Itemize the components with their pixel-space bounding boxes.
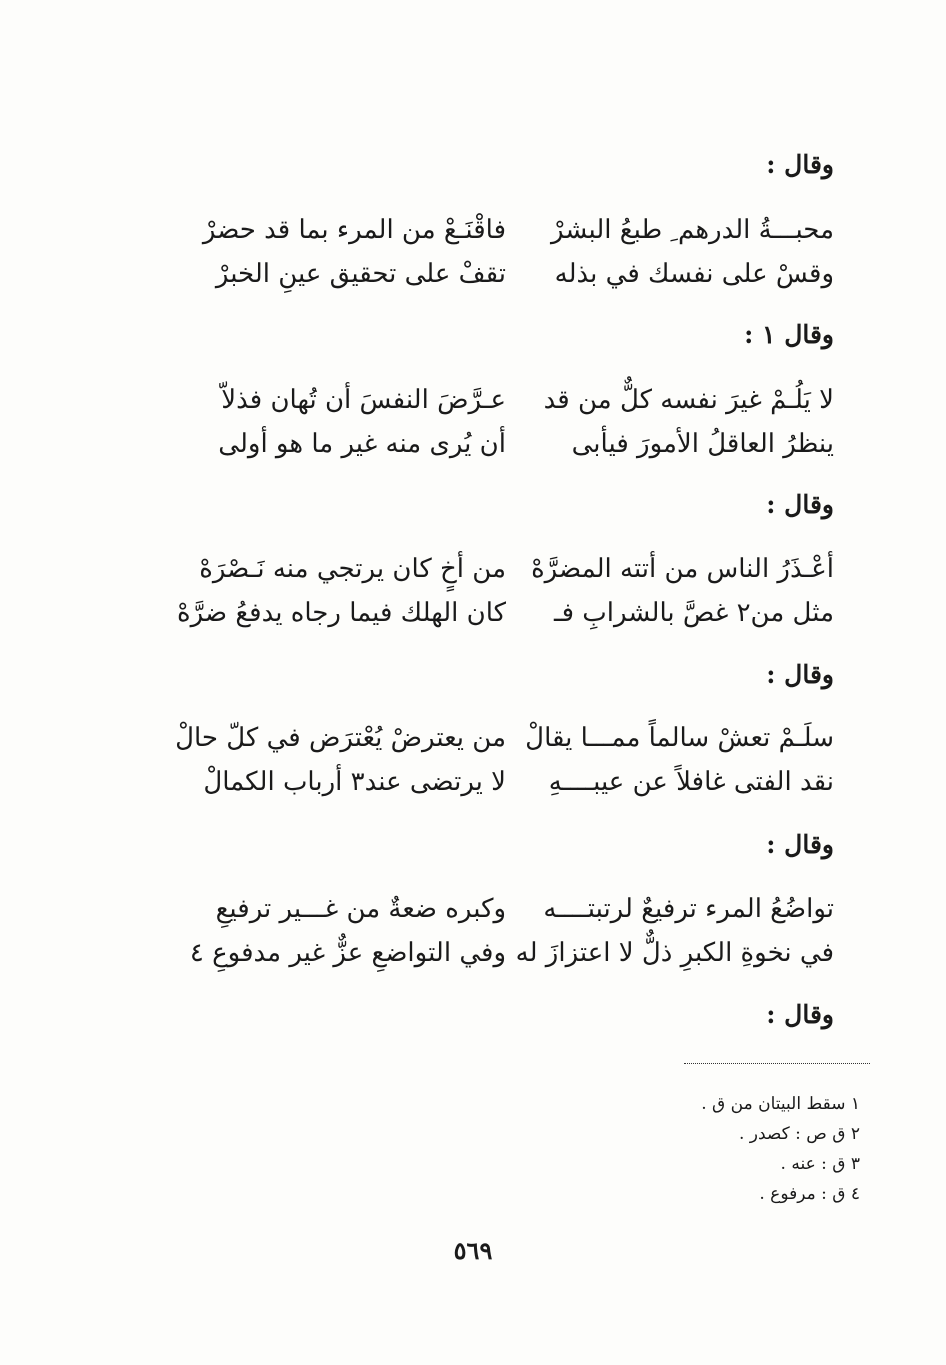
verse-couplet [0, 547, 946, 637]
hemistich: لا يرتضى عند٣ أرباب الكمالْ [203, 767, 506, 797]
verse-intro: وقال ١ : [744, 320, 834, 349]
verse-intro: وقال : [766, 830, 834, 859]
hemistich: تواضُعُ المرء ترفيعٌ لرتبتــــه [543, 894, 834, 924]
hemistich: من يعترضْ يُعْترَض في كلّ حالْ [175, 723, 506, 753]
hemistich: من أخٍ كان يرتجي منه نَـصْرَهْ [199, 554, 506, 584]
footnote: ٢ ق ص : كصدر . [738, 1124, 860, 1144]
hemistich: وقسْ على نفسك في بذله [554, 259, 834, 289]
verse-couplet [0, 716, 946, 806]
hemistich: فاقْنَـعْ من المرء بما قد حضرْ [202, 215, 506, 245]
verse-intro: وقال : [766, 660, 834, 689]
footnote: ٤ ق : مرفوع . [759, 1184, 860, 1204]
hemistich: في نخوةِ الكبرِ ذلٌّ لا اعتزازَ له [515, 938, 834, 968]
verse-intro: وقال : [766, 150, 834, 179]
page-number: ٥٦٩ [453, 1236, 493, 1265]
hemistich: لا يَلُـمْ غيرَ نفسه كلٌّ من قد [543, 385, 834, 415]
verse-couplet [0, 378, 946, 468]
hemistich: ينظرُ العاقلُ الأمورَ فيأبى [571, 429, 834, 459]
verse-intro: وقال : [766, 490, 834, 519]
hemistich: سلَـمْ تعشْ سالماً ممـــا يقالْ [525, 723, 834, 753]
hemistich: مثل من٢ غصَّ بالشرابِ فـ [553, 598, 834, 628]
verse-couplet [0, 208, 946, 298]
hemistich: محبـــةُ الدرهم ِ طبعُ البشرْ [550, 215, 834, 245]
footnote: ١ سقط البيتان من ق . [701, 1094, 860, 1114]
hemistich: وفي التواضعِ عزٌّ غير مدفوعِ ٤ [189, 938, 506, 968]
hemistich: أعْـذَرُ الناس من أتته المضرَّهْ [531, 554, 834, 584]
hemistich: وكبره ضعةٌ من غـــير ترفيعِ [215, 894, 506, 924]
verse-couplet [0, 887, 946, 977]
hemistich: نقد الفتى غافلاً عن عيبــــهِ [548, 767, 834, 797]
footnote: ٣ ق : عنه . [780, 1154, 860, 1174]
hemistich: أن يُرى منه غير ما هو أولى [218, 429, 506, 459]
hemistich: كان الهلك فيما رجاه يدفعُ ضرَّهْ [177, 598, 506, 628]
hemistich: عـرَّضَ النفسَ أن تُهان فذلاّ [221, 385, 506, 415]
hemistich: تقفْ على تحقيق عينِ الخبرْ [215, 259, 506, 289]
footnote-divider [684, 1063, 870, 1064]
verse-intro: وقال : [766, 1000, 834, 1029]
